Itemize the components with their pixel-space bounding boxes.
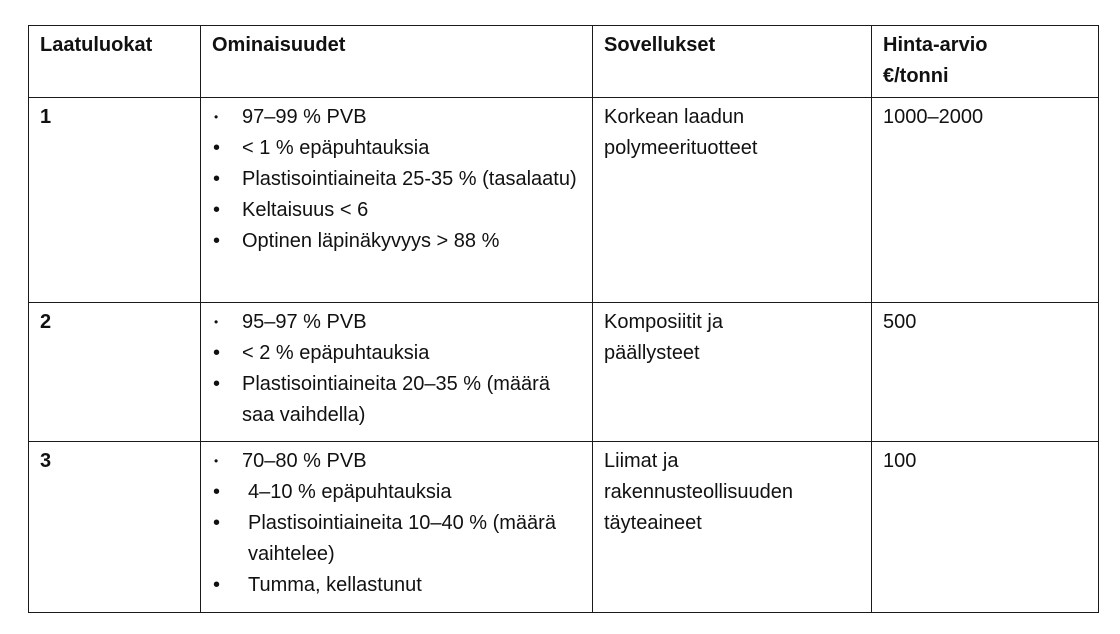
- properties-cell: [201, 303, 593, 442]
- grade-cell: 1: [29, 98, 201, 303]
- price-cell: 100: [872, 442, 1099, 613]
- list-item: • < 1 % epäpuhtauksia: [212, 133, 582, 164]
- list-item: • 4–10 % epäpuhtauksia: [212, 477, 582, 508]
- list-item: • Optinen läpinäkyvyys > 88 %: [212, 226, 582, 257]
- applications-cell: Komposiitit ja päällysteet: [593, 303, 872, 442]
- quality-grade-table: [28, 25, 1099, 613]
- header-grade: Laatuluokat: [29, 26, 201, 98]
- properties-list: [212, 102, 582, 257]
- list-item: • Keltaisuus < 6: [212, 195, 582, 226]
- list-item: • Plastisointiaineita 25-35 % (tasalaatu): [212, 164, 582, 195]
- header-row: [29, 26, 1099, 98]
- header-price: Hinta-arvio €/tonni: [872, 26, 1099, 98]
- header-applications: Sovellukset: [593, 26, 872, 98]
- table-row: [29, 98, 1099, 303]
- price-cell: 1000–2000: [872, 98, 1099, 303]
- list-item: • Plastisointiaineita 10–40 % (määrä vaihtelee): [212, 508, 582, 570]
- properties-list: [212, 446, 582, 601]
- grade-cell: 2: [29, 303, 201, 442]
- list-item: • 97–99 % PVB: [212, 102, 582, 133]
- properties-cell: [201, 442, 593, 613]
- grade-cell: 3: [29, 442, 201, 613]
- list-item: • Tumma, kellastunut: [212, 570, 582, 601]
- list-item: • < 2 % epäpuhtauksia: [212, 338, 582, 369]
- price-cell: 500: [872, 303, 1099, 442]
- header-properties: Ominaisuudet: [201, 26, 593, 98]
- table-row: [29, 442, 1099, 613]
- properties-cell: [201, 98, 593, 303]
- applications-cell: Korkean laadun polymeerituotteet: [593, 98, 872, 303]
- list-item: • 70–80 % PVB: [212, 446, 582, 477]
- table-row: [29, 303, 1099, 442]
- properties-list: [212, 307, 582, 431]
- list-item: • 95–97 % PVB: [212, 307, 582, 338]
- list-item: • Plastisointiaineita 20–35 % (määrä saa vaihdella): [212, 369, 582, 431]
- applications-cell: Liimat ja rakennusteollisuuden täyteaineet: [593, 442, 872, 613]
